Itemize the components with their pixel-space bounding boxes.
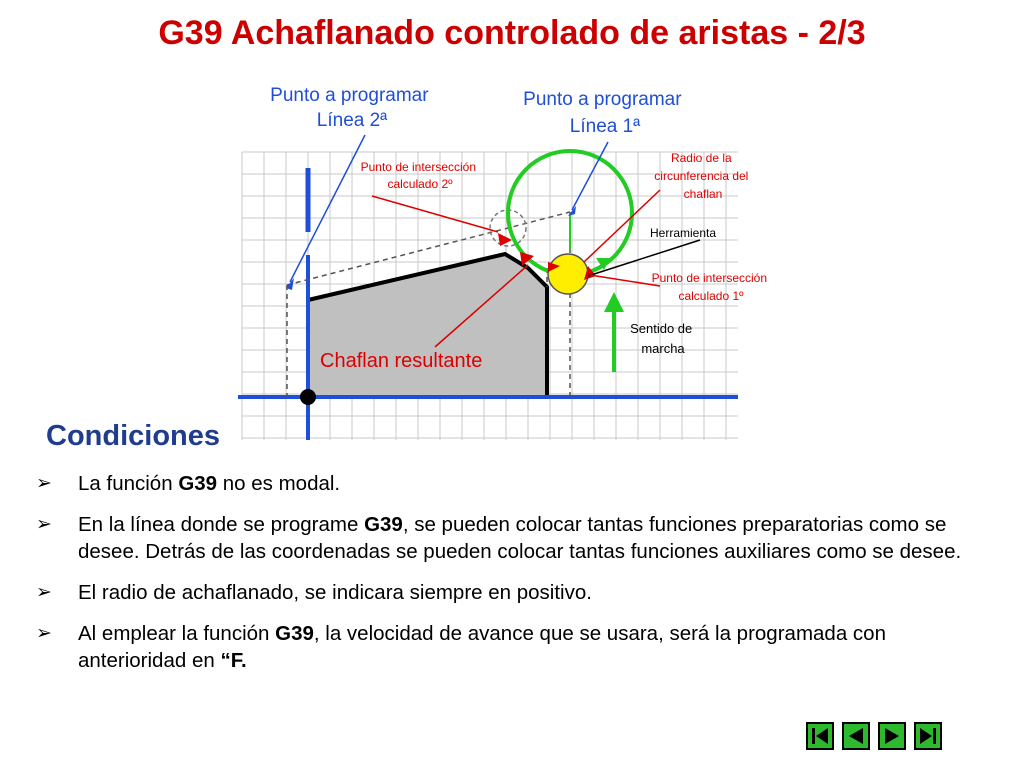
label-line-1: Punto a programar Línea 1ª (523, 89, 682, 137)
section-title: Condiciones (46, 420, 221, 452)
page-title: G39 Achaflanado controlado de aristas - 2/3 (158, 14, 866, 52)
list-item: ➢ Al emplear la función G39, la velocidad de avance que se usara, será la programada con anterioridad en “F. (36, 622, 886, 672)
label-line-2: Punto a programar Línea 2ª (270, 85, 429, 131)
nav-next-button[interactable] (878, 722, 906, 750)
tool-circle (548, 254, 588, 294)
label-intersection-1: Punto de intersección calculado 1º (651, 271, 768, 303)
list-item: ➢ La función G39 no es modal. (36, 472, 341, 495)
nav-previous-button[interactable] (842, 722, 870, 750)
bullet-arrow-icon: ➢ (36, 623, 52, 644)
bullet-arrow-icon: ➢ (36, 582, 52, 603)
origin-point (300, 389, 316, 405)
label-radius: Radio de la circunferencia del chaflan (654, 151, 749, 201)
label-tool: Herramienta (650, 226, 717, 240)
conditions-list (34, 470, 964, 688)
label-direction: Sentido de marcha (630, 321, 693, 356)
nav-first-button[interactable] (806, 722, 834, 750)
bullet-arrow-icon: ➢ (36, 473, 52, 494)
nav-last-button[interactable] (914, 722, 942, 750)
label-result: Chaflan resultante (320, 350, 483, 372)
label-intersection-2: Punto de intersección calculado 2º (360, 160, 477, 191)
workpiece-shape (308, 254, 547, 397)
list-item: ➢ En la línea donde se programe G39, se pueden colocar tantas funciones preparatorias como se desee. Detrás de las coordenadas se pueden colocar tantas funciones auxiliares como se desee. (36, 513, 962, 563)
list-item: ➢ El radio de achaflanado, se indicara siempre en positivo. (36, 581, 592, 604)
bullet-arrow-icon: ➢ (36, 514, 52, 535)
